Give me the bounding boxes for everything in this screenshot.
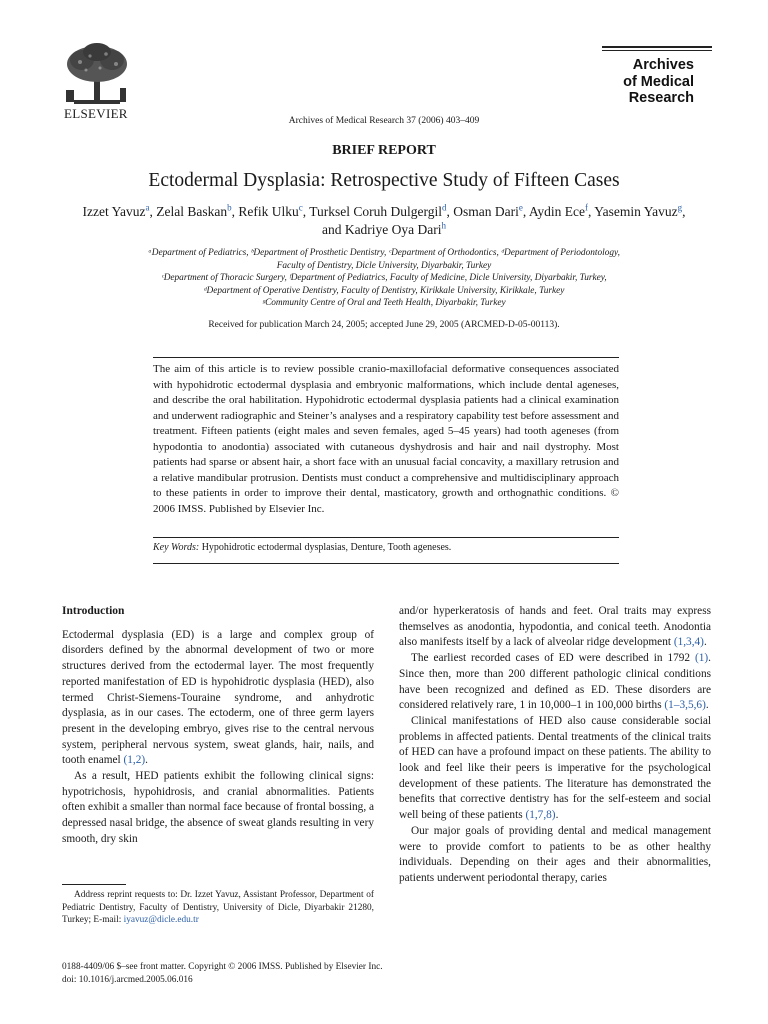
footnote-body: Address reprint requests to: Dr. Izzet Yavuz, Assistant Professor, Department of Pediatric Dentistry, Faculty of Dentistry, University of Dicle, Diyarbakir 21280, Turkey; E-mail:	[62, 890, 374, 925]
abstract-rule-middle	[153, 537, 619, 538]
author-name: Yasemin Yavuz	[594, 204, 678, 219]
keywords-text: Hypohidrotic ectodermal dysplasias, Denture, Tooth ageneses.	[201, 542, 452, 553]
author-name: Aydin Ece	[528, 204, 585, 219]
section-label: BRIEF REPORT	[332, 143, 436, 158]
paragraph-text: .	[555, 809, 559, 822]
paragraph-text: .	[703, 636, 707, 649]
email-link[interactable]: iyavuz@dicle.edu.tr	[123, 915, 199, 925]
affiliation-line: ᵍCommunity Centre of Oral and Teeth Health, Diyarbakir, Turkey	[262, 298, 506, 308]
author-name: Osman Dari	[453, 204, 519, 219]
publisher-name: ELSEVIER	[64, 106, 128, 121]
author-name: and Kadriye Oya Dari	[321, 222, 442, 237]
paragraph-text: .	[145, 754, 148, 767]
reference-link[interactable]: (1,7,8)	[525, 809, 556, 822]
reference-link[interactable]: (1,2)	[123, 754, 146, 767]
left-column	[62, 604, 374, 848]
journal-rule-top	[602, 46, 712, 48]
author-affiliation-mark[interactable]: d	[441, 202, 447, 213]
affiliations	[60, 247, 708, 310]
right-column	[399, 604, 711, 887]
author-name: Turksel Coruh Dulgergil	[309, 204, 442, 219]
author-affiliation-mark[interactable]: e	[518, 202, 523, 213]
abstract-rule-top	[153, 357, 619, 358]
paragraph-text: and/or hyperkeratosis of hands and feet. Oral traits may express themselves as anodontia, hypodontia, and conical teeth. Anodontia also manifests itself by a lack of alveolar ridge development	[399, 605, 711, 649]
keywords	[153, 542, 451, 553]
author-affiliation-mark[interactable]: a	[145, 202, 150, 213]
author-name: Zelal Baskan	[156, 204, 228, 219]
author-affiliation-mark[interactable]: g	[677, 202, 683, 213]
received-date: Received for publication March 24, 2005; accepted June 29, 2005 (ARCMED-D-05-00113).	[208, 320, 560, 330]
journal-name: Archives of Medical Research	[623, 57, 694, 106]
paragraph-text: The earliest recorded cases of ED were described in 1792	[411, 652, 695, 665]
paragraph: As a result, HED patients exhibit the following clinical signs: hypotrichosis, hypohidrosis, and cranial abnormalities. Patients often exhibit a smaller than normal face because of frontal bossing, a depressed nasal bridge, the absence of sweat glands resulting in very smooth, dry skin	[62, 770, 374, 845]
paragraph	[399, 604, 711, 651]
affiliation-line: ᶜDepartment of Thoracic Surgery, ᶠDepartment of Pediatrics, Faculty of Medicine, Dicle University, Diyarbakir, Turkey,	[161, 273, 607, 283]
keywords-label: Key Words:	[153, 542, 200, 553]
author-name: Izzet Yavuz	[82, 204, 146, 219]
footnote-text	[62, 889, 374, 927]
doi-line: doi: 10.1016/j.arcmed.2005.06.016	[62, 974, 193, 985]
affiliation-line: ᵃDepartment of Pediatrics, ᵇDepartment of Prosthetic Dentistry, ᶜDepartment of Orthodontics, ᵈDepartment of Periodontology,	[148, 248, 620, 258]
affiliation-line: ᵈDepartment of Operative Dentistry, Faculty of Dentistry, Kirikkale University, Kirikkale, Turkey	[203, 285, 565, 296]
abstract-text: The aim of this article is to review possible cranio-maxillofacial deformative consequences associated with hypohidrotic ectodermal dysplasia and embryonic malformations, which include dental ageneses, and describe the oral habilitation. Hypohidrotic ectodermal dysplasia patients had a clinical examination and underwent radiographic and Steiner’s analyses and a respiratory capability test before assessment and treatment. Fifteen patients (eight males and seven females, aged 5–45 years) had tooth ageneses (from hypodontia to anodontia) associated with cutaneous dyshydrosis and hair and nail dystrophy. Most patients had sparse or absent hair, a short face with an unusual facial concavity, a maxillary retrusion and a relative mandibular protrusion. Dentists must conduct a comprehensive and multidisciplinary approach to these patients in order to improve their dental, masticatory, growth and orthognathic conditions. © 2006 IMSS. Published by Elsevier Inc.	[153, 363, 619, 515]
journal-citation: Archives of Medical Research 37 (2006) 403–409	[288, 116, 480, 126]
footnote-rule	[62, 884, 126, 885]
reference-link[interactable]: (1,3,4)	[673, 636, 704, 649]
reference-link[interactable]: (1–3,5,6)	[664, 699, 706, 712]
paragraph	[399, 651, 711, 714]
author-name: Refik Ulku	[238, 204, 299, 219]
paragraph	[62, 628, 374, 769]
copyright-block	[62, 961, 383, 986]
author-affiliation-mark[interactable]: h	[441, 220, 447, 231]
abstract-rule-bottom	[153, 563, 619, 564]
paragraph-text: .	[705, 699, 709, 712]
paragraph-text: Ectodermal dysplasia (ED) is a large and complex group of disorders defined by the abnormal development of two or more structures derived from the ectodermal layer. The most frequently reported manifestation of ED is hypohidrotic dysplasia (HED), also termed Christ-Siemens-Touraine syndrome, and anhydrotic dysplasia, as in our cases. The ectoderm, one of three germ layers present in the developing embryo, gives rise to the central nervous system, peripheral nervous system, sweat glands, hair, nails, and tooth enamel	[62, 628, 374, 767]
affiliation-line: Faculty of Dentistry, Dicle University, Diyarbakir, Turkey	[276, 260, 492, 271]
article-title: Ectodermal Dysplasia: Retrospective Study of Fifteen Cases	[148, 170, 620, 191]
introduction-heading: Introduction	[62, 605, 125, 617]
journal-rule-bottom	[602, 50, 712, 51]
elsevier-tree-logo	[60, 42, 134, 108]
author-affiliation-mark[interactable]: b	[227, 202, 232, 213]
paragraph	[399, 714, 711, 824]
paragraph-text: Clinical manifestations of HED also cause considerable social problems in affected patients. Dental treatments of the clinical traits of HED can have a profound impact on these patients. The ability to look and feel like their peers is imperative for the psychological development of these patients. The literature has demonstrated the benefits that corrective dentistry has for the self-esteem and social well being of these patients	[399, 714, 711, 822]
reference-link[interactable]: (1)	[694, 652, 709, 665]
paragraph: Our major goals of providing dental and medical management were to provide comfort to patients to be as other healthy individuals. Depending on their ages and their abnormalities, patients underwent periodontal therapy, caries	[399, 824, 711, 884]
paragraph-text: . Since then, more than 200 different pathologic clinical conditions have been recognized and defined as ED. These disorders are considered relatively rare, 1 in 10,000–1 in 100,000 births	[399, 652, 711, 712]
author-list: Izzet Yavuz$^a$, Zelal Baskan$^b$, Refik Ulku$^c$, Turksel Coruh Dulgergil$^d$, Osman Dari$^e$, Aydin Ece$^f$, Yasemin Yavuz$^g$, and Kadriye Oya Dari$^h$	[82, 202, 686, 237]
footnote	[62, 889, 374, 927]
author-affiliation-mark[interactable]: f	[584, 202, 588, 213]
author-affiliation-mark[interactable]: c	[298, 202, 303, 213]
copyright-line: 0188-4409/06 $–see front matter. Copyright © 2006 IMSS. Published by Elsevier Inc.	[62, 962, 383, 972]
